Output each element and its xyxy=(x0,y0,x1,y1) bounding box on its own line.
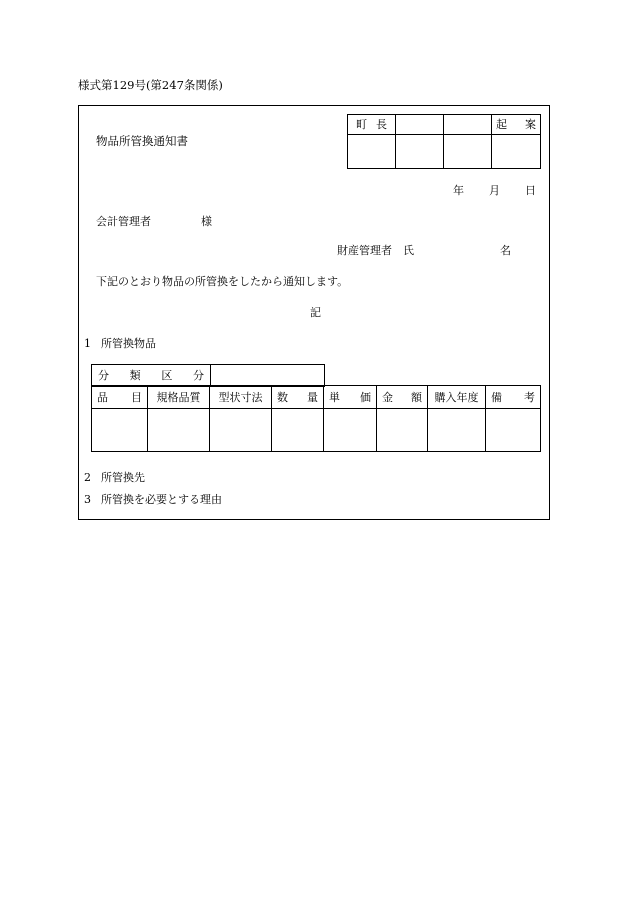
sender-name-suffix: 名 xyxy=(500,244,511,257)
col-header-remarks xyxy=(486,386,541,409)
section-1-label: 所管換物品 xyxy=(101,337,156,350)
cell-amount[interactable] xyxy=(377,409,428,452)
col-spec-label: 規格品質 xyxy=(156,390,201,404)
cell-spec[interactable] xyxy=(148,409,210,452)
col-item-char-2: 目 xyxy=(131,390,142,404)
cell-size[interactable] xyxy=(210,409,272,452)
classification-char-4: 分 xyxy=(192,369,204,382)
form-number-label: 様式第129号(第247条関係) xyxy=(78,78,223,92)
town-head-char-2: 長 xyxy=(376,118,387,131)
col-remarks-char-1: 備 xyxy=(491,390,502,404)
town-head-char-1: 町 xyxy=(356,118,367,131)
cell-unit-price[interactable] xyxy=(324,409,377,452)
col-quantity-char-1: 数 xyxy=(277,390,288,404)
col-header-quantity xyxy=(272,386,324,409)
date-month-label: 月 xyxy=(489,184,500,197)
draft-header xyxy=(492,115,541,135)
col-size-label: 型状寸法 xyxy=(218,390,263,404)
classification-table xyxy=(91,364,325,387)
items-table-row xyxy=(92,409,541,452)
items-table xyxy=(91,385,541,452)
draft-stamp-cell[interactable] xyxy=(492,135,541,169)
col-quantity-char-2: 量 xyxy=(307,390,318,404)
cell-item[interactable] xyxy=(92,409,148,452)
sender-role-label: 財産管理者 氏 xyxy=(337,244,414,257)
col-header-spec xyxy=(148,386,210,409)
col-header-size xyxy=(210,386,272,409)
approval-header-blank xyxy=(444,115,492,135)
recipient-honorific: 様 xyxy=(201,215,212,228)
form-title: 物品所管換通知書 xyxy=(96,134,188,148)
classification-header xyxy=(92,365,211,387)
col-unit-price-char-2: 価 xyxy=(360,390,371,404)
col-purchase-year-label: 購入年度 xyxy=(434,390,479,404)
ki-heading: 記 xyxy=(310,306,321,319)
classification-char-2: 類 xyxy=(129,369,141,382)
section-1-number: 1 xyxy=(84,337,91,350)
cell-remarks[interactable] xyxy=(486,409,541,452)
draft-char-1: 起 xyxy=(496,118,507,131)
draft-char-2: 案 xyxy=(525,118,536,131)
col-item-char-1: 品 xyxy=(97,390,108,404)
section-2-label: 所管換先 xyxy=(101,471,145,484)
col-amount-char-1: 金 xyxy=(382,390,393,404)
col-header-amount xyxy=(377,386,428,409)
approval-header-blank xyxy=(396,115,444,135)
cell-quantity[interactable] xyxy=(272,409,324,452)
classification-char-3: 区 xyxy=(161,369,173,382)
classification-char-1: 分 xyxy=(98,369,109,382)
form-frame xyxy=(78,105,550,520)
date-day-label: 日 xyxy=(525,184,536,197)
recipient-name: 会計管理者 xyxy=(96,215,151,228)
notice-text: 下記のとおり物品の所管換をしたから通知します。 xyxy=(96,275,349,288)
col-unit-price-char-1: 単 xyxy=(329,390,340,404)
col-header-item xyxy=(92,386,148,409)
approval-stamp-table xyxy=(347,114,541,169)
col-amount-char-2: 額 xyxy=(411,390,422,404)
approval-stamp-cell[interactable] xyxy=(444,135,492,169)
town-head-header xyxy=(348,115,396,135)
classification-value-cell[interactable] xyxy=(211,365,325,387)
approval-stamp-cell[interactable] xyxy=(396,135,444,169)
col-header-purchase-year xyxy=(428,386,486,409)
town-head-stamp-cell[interactable] xyxy=(348,135,396,169)
col-remarks-char-2: 考 xyxy=(524,390,535,404)
section-3-label: 所管換を必要とする理由 xyxy=(101,493,222,506)
section-2-number: 2 xyxy=(84,471,91,484)
col-header-unit-price xyxy=(324,386,377,409)
section-3-number: 3 xyxy=(84,493,91,506)
cell-purchase-year[interactable] xyxy=(428,409,486,452)
date-year-label: 年 xyxy=(453,184,464,197)
